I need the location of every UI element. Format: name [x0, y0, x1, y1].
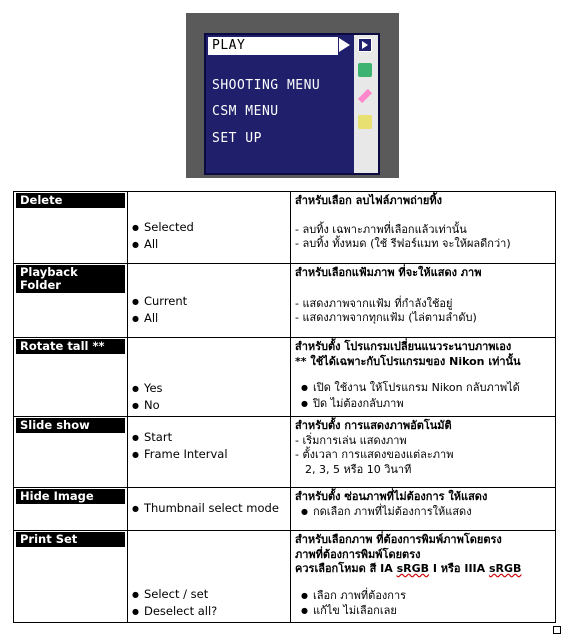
- option-item: ● Frame Interval: [132, 447, 290, 464]
- setting-name: Delete: [16, 193, 125, 208]
- description-cell: [291, 264, 556, 338]
- setting-name: Hide Image: [16, 489, 125, 504]
- setting-name: Slide show: [16, 418, 125, 433]
- description-line: ● เลือก ภาพที่ต้องการ: [295, 589, 551, 605]
- setting-name-cell: [14, 338, 128, 417]
- option-item: ● Current: [132, 294, 290, 311]
- option-item: ● Yes: [132, 381, 290, 398]
- option-item: ● Selected: [132, 220, 290, 237]
- description-title: สำหรับเลือกแฟ้มภาพ ที่จะให้แสดง ภาพ: [295, 266, 482, 279]
- description-cell: [291, 488, 556, 531]
- option-item: ● Thumbnail select mode: [132, 501, 290, 518]
- options-cell: [128, 264, 291, 338]
- description-line: - ลบทิ้ง ทั้งหมด (ใช้ รีฟอร์แมท จะให้ผลดีกว่า): [295, 237, 511, 250]
- setting-name-cell: [14, 264, 128, 338]
- camera-menu-item-shooting: SHOOTING MENU: [212, 78, 321, 93]
- description-line: 2, 3, 5 หรือ 10 วินาที: [305, 462, 412, 476]
- setting-name-cell: [14, 531, 128, 623]
- options-cell: [128, 192, 291, 264]
- table-row: [14, 192, 556, 264]
- table-row: [14, 417, 556, 488]
- color-mode-srgb: sRGB: [396, 562, 430, 575]
- camera-lcd-screen: [204, 33, 380, 175]
- setting-name: Rotate tall **: [16, 339, 125, 354]
- description-title: สำหรับตั้ง ซ่อนภาพที่ไม่ต้องการ ให้แสดง: [295, 490, 488, 503]
- color-mode-srgb: sRGB: [488, 562, 522, 575]
- description-cell: [291, 417, 556, 488]
- color-mode-text: I หรือ IIIA: [429, 562, 489, 575]
- table-row: [14, 264, 556, 338]
- description-title-2: ภาพที่ต้องการพิมพ์โดยตรง: [295, 547, 421, 561]
- description-title: สำหรับตั้ง โปรแกรมเปลี่ยนแนวระนาบภาพเอง: [295, 340, 512, 353]
- description-line: ● กดเลือก ภาพที่ไม่ต้องการให้แสดง: [295, 505, 551, 521]
- camera-menu-screenshot: [186, 13, 399, 178]
- camera-menu-item-play: PLAY: [208, 37, 338, 55]
- options-cell: [128, 531, 291, 623]
- description-cell: [291, 338, 556, 417]
- camera-tab-icon: [358, 63, 372, 77]
- setup-tab-icon: [358, 115, 372, 129]
- color-mode-text: ควรเลือกโหมด สี IA: [295, 562, 397, 575]
- pencil-tab-icon: [358, 89, 372, 103]
- play-tab-icon: [358, 38, 372, 52]
- selection-arrow-icon: [339, 38, 350, 52]
- description-line: - ลบทิ้ง เฉพาะภาพที่เลือกแล้วเท่านั้น: [295, 222, 467, 236]
- camera-menu-item-csm: CSM MENU: [212, 104, 279, 119]
- description-line: - เริ่มการเล่น แสดงภาพ: [295, 433, 407, 447]
- option-item: ● All: [132, 237, 290, 254]
- setting-name: Playback Folder: [16, 265, 125, 293]
- option-item: ● All: [132, 311, 290, 328]
- options-cell: [128, 338, 291, 417]
- description-title: สำหรับเลือกภาพ ที่ต้องการพิมพ์ภาพโดยตรง: [295, 533, 502, 546]
- option-item: ● Select / set: [132, 587, 290, 604]
- table-row: [14, 338, 556, 417]
- camera-menu-item-setup: SET UP: [212, 131, 262, 146]
- description-line: ● ปิด ไม่ต้องกลับภาพ: [295, 397, 551, 413]
- description-color-mode: [295, 562, 551, 577]
- description-line: ● แก้ไข ไม่เลือกเลย: [295, 604, 551, 620]
- description-line: - ตั้งเวลา การแสดงของแต่ละภาพ: [295, 448, 454, 461]
- description-cell: [291, 192, 556, 264]
- description-line: ● เปิด ใช้งาน ให้โปรแกรม Nikon กลับภาพได้: [295, 381, 551, 397]
- description-note: ** ใช้ได้เฉพาะกับโปรแกรมของ Nikon เท่านั้น: [295, 354, 521, 368]
- description-title: สำหรับเลือก ลบไฟล์ภาพถ่ายทิ้ง: [295, 194, 442, 207]
- description-cell: [291, 531, 556, 623]
- description-line: - แสดงภาพจากแฟ้ม ที่กำลังใช้อยู่: [295, 296, 453, 310]
- option-item: ● Start: [132, 430, 290, 447]
- description-line: - แสดงภาพจากทุกแฟ้ม (ไล่ตามลำดับ): [295, 311, 477, 324]
- table-resize-handle: [553, 626, 561, 634]
- options-cell: [128, 488, 291, 531]
- playback-menu-table: [13, 191, 556, 623]
- table-row: [14, 531, 556, 623]
- setting-name-cell: [14, 417, 128, 488]
- options-cell: [128, 417, 291, 488]
- option-item: ● No: [132, 398, 290, 415]
- table-row: [14, 488, 556, 531]
- camera-tab-strip: [354, 35, 378, 173]
- description-title: สำหรับตั้ง การแสดงภาพอัตโนมัติ: [295, 419, 452, 432]
- option-item: ● Deselect all?: [132, 604, 290, 621]
- setting-name-cell: [14, 488, 128, 531]
- setting-name: Print Set: [16, 532, 125, 547]
- setting-name-cell: [14, 192, 128, 264]
